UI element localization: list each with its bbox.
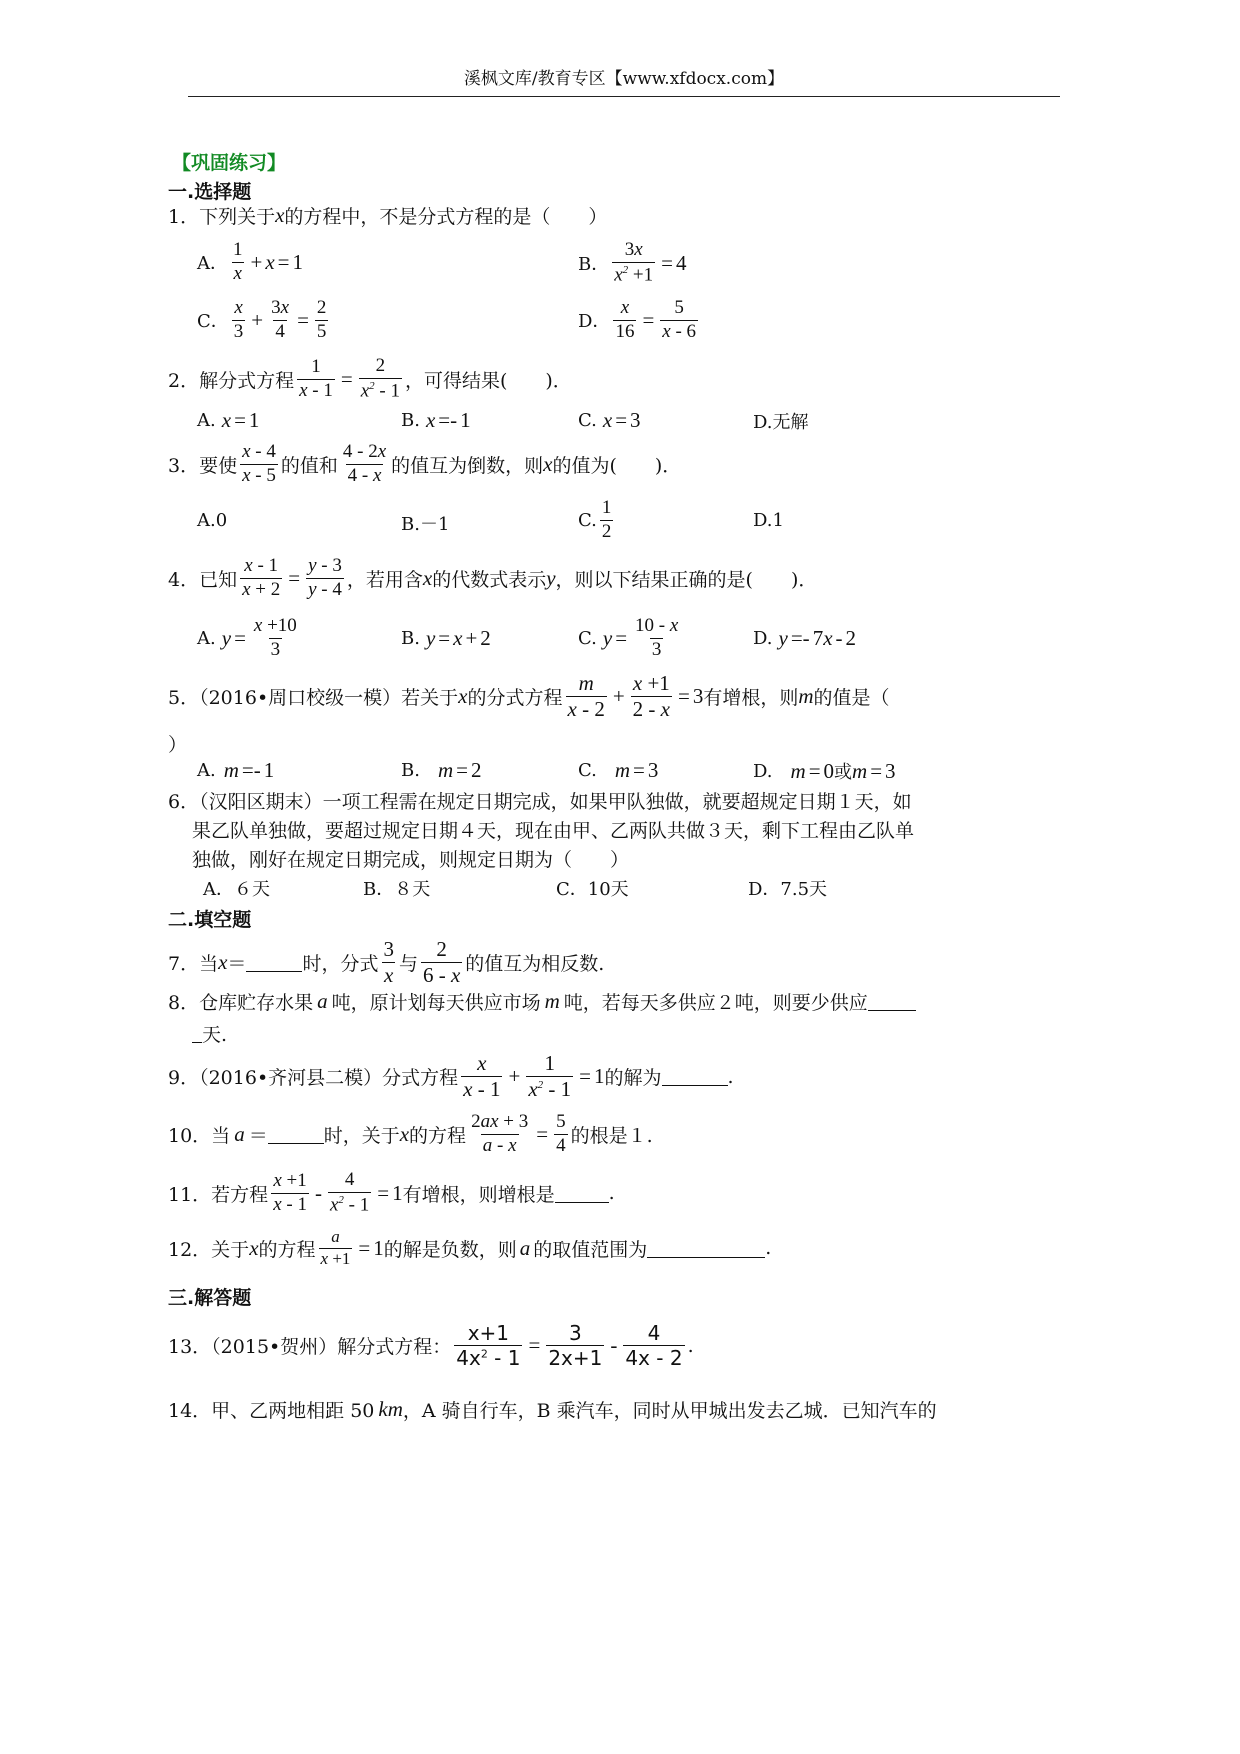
fraction: $\frac{x+1}{4x^2 - 1}$ (456, 1321, 521, 1370)
section-solve: 三.解答题 (168, 1287, 252, 1309)
fraction: $\frac{x}{x - 1}$ (463, 1051, 501, 1102)
fraction: $\frac{x +1}{x - 1}$ (273, 1169, 307, 1215)
q1-option-a: A． $\frac{1}{x}$ + x = 1 (197, 239, 304, 284)
fraction: $\frac{4 - 2x}{4 - x}$ (342, 441, 387, 486)
q1-label-b: B． (578, 254, 610, 276)
q3-option-c: C. $\frac{1}{2}$ (578, 497, 612, 542)
q2-option-d: D.无解 (753, 412, 809, 433)
q2-option-a: A. x = 1 (197, 408, 260, 432)
q6-option-b: B．８天 (363, 879, 431, 900)
q1-option-b: B． $\frac{3x}{x^2 +1}$ = 4 (578, 239, 687, 286)
fraction: $\frac{2}{x^2 - 1}$ (360, 355, 400, 402)
q5-option-c: C. m = 3 (578, 758, 659, 782)
question-14: 14．甲、乙两地相距 50 km ，A 骑自行车，B 乘汽车，同时从甲城出发去乙城．已知汽车的 (168, 1397, 937, 1422)
fraction: $\frac{10 - x}{3}$ (635, 615, 679, 660)
q1-label-a: A． (197, 253, 228, 275)
fraction: $\frac{3x}{x^2 +1}$ (614, 239, 654, 286)
fraction: $\frac{2}{5}$ (316, 297, 327, 342)
q5-close-paren: ） (168, 734, 188, 756)
q4-option-a: A. y = $\frac{x +10}{3}$ (197, 615, 297, 660)
fraction: $\frac{5}{x - 6}$ (662, 297, 697, 342)
q1-label-c: C． (197, 311, 229, 333)
q4-option-d: D. y =- 7 x - 2 (753, 626, 857, 650)
fraction: $\frac{4}{x^2 - 1}$ (329, 1169, 370, 1216)
fraction: $\frac{2}{6 - x}$ (422, 937, 461, 988)
question-3: 3．要使 $\frac{x - 4}{x - 5}$ 的值和 $\frac{4 - 2x}{4 - x}$ 的值互为倒数，则 x 的值为( )． (168, 441, 682, 486)
fraction: $\frac{x +10}{3}$ (253, 615, 297, 660)
q5-option-a: A. m =- 1 (197, 758, 275, 782)
fraction: $\frac{4}{4x - 2}$ (625, 1321, 683, 1370)
q1-option-d: D． $\frac{x}{16}$ = $\frac{5}{x - 6}$ (578, 297, 697, 342)
q1-option-c: C． $\frac{x}{3}$ + $\frac{3x}{4}$ = $\frac{2}{5}$ (197, 297, 327, 342)
q3-option-b: B.－1 (401, 514, 450, 535)
question-9: 9．（2016•齐河县二模）分式方程 $\frac{x}{x - 1}$ + $\frac{1}{x^2 - 1}$ = 1 的解为 . (168, 1051, 734, 1102)
q1-label-d: D． (578, 311, 611, 333)
section-choice: 一.选择题 (168, 181, 252, 203)
question-4: 4．已知 $\frac{x - 1}{x + 2}$ = $\frac{y - 3}{y - 4}$ ，若用含 x 的代数式表示 y ，则以下结果正确的是( )． (168, 555, 818, 600)
fraction: $\frac{a}{x +1}$ (320, 1227, 351, 1268)
section-title: 【巩固练习】 (172, 152, 287, 174)
fraction: $\frac{2ax + 3}{a - x}$ (471, 1111, 529, 1156)
q2-text-a: 2．解分式方程 (168, 369, 295, 392)
fraction: $\frac{x - 4}{x - 5}$ (242, 441, 276, 486)
answer-blank[interactable] (647, 1239, 765, 1258)
page-header: 溪枫文库/教育专区【www.xfdocx.com】 (463, 69, 785, 89)
q6-option-a: A．６天 (203, 879, 270, 900)
question-12: 12．关于 x 的方程 $\frac{a}{x +1}$ = 1 的解是负数，则 a 的取值范围为 . (168, 1227, 772, 1268)
unit-km: km (378, 1397, 403, 1421)
question-5: 5．（2016•周口校级一模）若关于 x 的分式方程 $\frac{m}{x - 2}$ + $\frac{x +1}{2 - x}$ = 3 有增根，则 m 的值是（ (168, 671, 890, 722)
q1-text-b: 的方程中，不是分式方程的是（ ） (284, 206, 608, 228)
fraction: $\frac{1}{x - 1}$ (299, 355, 333, 401)
fraction: $\frac{5}{4}$ (556, 1111, 566, 1156)
question-2: 2．解分式方程 $\frac{1}{x - 1}$ = $\frac{2}{x^2 - 1}$ ，可得结果( )． (168, 355, 572, 402)
answer-blank[interactable] (662, 1067, 728, 1086)
fraction: $\frac{1}{x}$ (233, 239, 243, 284)
question-7: 7．当 x ＝ 时，分式 $\frac{3}{x}$ 与 $\frac{2}{6 - x}$ 的值互为相反数. (168, 937, 605, 988)
question-1 (168, 202, 607, 229)
fraction: $\frac{x}{16}$ (615, 297, 635, 342)
question-8: 8．仓库贮存水果 a 吨，原计划每天供应市场 m 吨，若每天多供应２吨，则要少供应 (168, 988, 916, 1015)
fraction: $\frac{3}{2x+1}$ (548, 1321, 603, 1370)
q2-option-b: B. x =- 1 (401, 408, 471, 432)
q6-option-d: D．7.5天 (748, 879, 828, 900)
fraction: $\frac{1}{2}$ (601, 497, 612, 542)
question-8-line-2: 天. (192, 1020, 227, 1047)
question-6-line-1: 6．（汉阳区期末）一项工程需在规定日期完成，如果甲队独做，就要超规定日期１天，如 (168, 791, 912, 813)
fraction: $\frac{1}{x^2 - 1}$ (528, 1051, 572, 1102)
section-fill: 二.填空题 (168, 909, 252, 931)
q4-option-b: B. y = x + 2 (401, 626, 491, 650)
q1-var: x (275, 203, 285, 227)
fraction: $\frac{x - 1}{x + 2}$ (242, 555, 281, 600)
fraction: $\frac{x}{3}$ (233, 297, 244, 342)
fraction: $\frac{x +1}{2 - x}$ (632, 671, 670, 722)
question-10: 10．当 a ＝ 时，关于 x 的方程 $\frac{2ax + 3}{a - x}$ = $\frac{5}{4}$ 的根是１. (168, 1111, 653, 1156)
fraction: $\frac{y - 3}{y - 4}$ (308, 555, 342, 600)
q4-option-c: C. y = $\frac{10 - x}{3}$ (578, 615, 679, 660)
fraction: $\frac{3x}{4}$ (271, 297, 290, 342)
q6-option-c: C．10天 (556, 879, 629, 900)
q2-option-c: C. x = 3 (578, 408, 641, 432)
q3-option-d: D.1 (753, 510, 784, 531)
header-rule (188, 96, 1060, 97)
fraction: $\frac{3}{x}$ (383, 937, 394, 988)
fraction: $\frac{m}{x - 2}$ (567, 671, 605, 722)
q1-text-a: 1．下列关于 (168, 206, 276, 228)
answer-blank[interactable] (868, 992, 916, 1011)
answer-blank[interactable] (192, 1024, 202, 1043)
question-13: 13．（2015•贺州）解分式方程： $\frac{x+1}{4x^2 - 1}$ = $\frac{3}{2x+1}$ - $\frac{4}{4x - 2}$ . (168, 1321, 694, 1370)
question-6-line-3: 独做，刚好在规定日期完成，则规定日期为（ ） (192, 849, 630, 871)
question-6-line-2: 果乙队单独做，要超过规定日期４天，现在由甲、乙两队共做３天，剩下工程由乙队单 (192, 820, 915, 842)
q3-option-a: A.0 (197, 510, 228, 531)
question-11: 11．若方程 $\frac{x +1}{x - 1}$ - $\frac{4}{x^2 - 1}$ = 1 有增根，则增根是 . (168, 1169, 615, 1216)
answer-blank[interactable] (555, 1184, 609, 1203)
q2-text-b: ，可得结果( )． (404, 369, 572, 392)
answer-blank[interactable] (246, 953, 302, 972)
answer-blank[interactable] (268, 1125, 324, 1144)
q5-option-d: D. m = 0 或 m = 3 (753, 758, 896, 783)
q5-option-b: B. m = 2 (401, 758, 482, 782)
